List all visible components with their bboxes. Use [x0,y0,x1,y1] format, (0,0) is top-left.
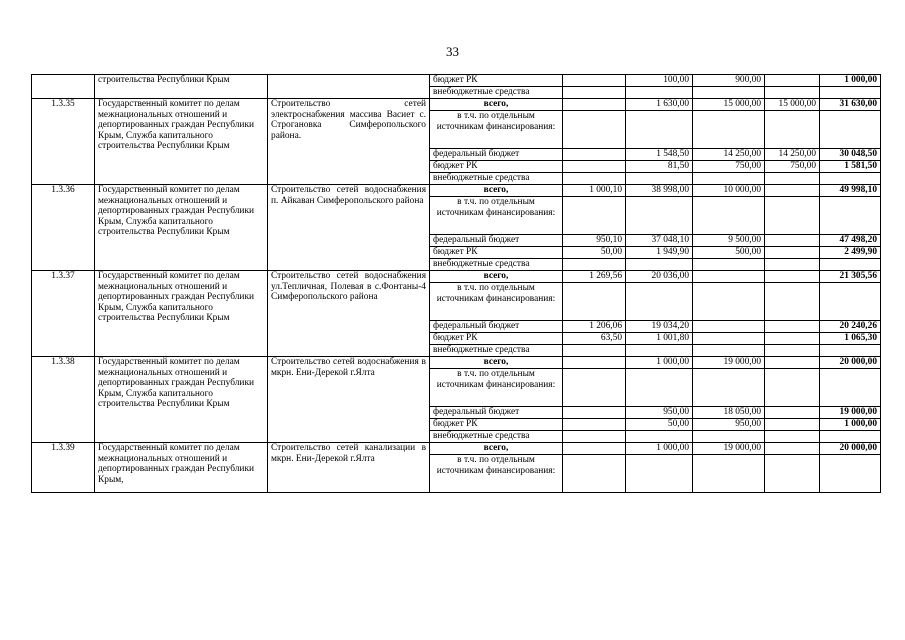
value-cell-4 [765,197,820,235]
subsource-label: в т.ч. по отдельным источникам финансирования: [430,369,563,407]
source-label: внебюджетные средства [430,173,563,185]
value-cell-3 [693,259,765,271]
value-cell-4 [765,87,820,99]
table-body [32,75,881,493]
organization-cell: Государственный комитет по делам межнациональных отношений и депортированных граждан Республики Крым, [95,443,268,493]
object-cell: Строительство сетей водоснабжения в мкрн. Ени-Дерекой г.Ялта [268,357,430,443]
subsource-label: в т.ч. по отдельным источникам финансирования: [430,111,563,149]
value-cell-2: 1 000,00 [626,443,693,455]
total-cell [820,283,881,321]
value-cell-3: 950,00 [693,419,765,431]
table-row [32,443,881,455]
total-cell [820,345,881,357]
total-label: всего, [430,185,563,197]
value-cell-1 [563,87,626,99]
number-cell [32,75,95,99]
budget-table [31,74,881,493]
value-cell-3: 19 000,00 [693,357,765,369]
total-cell [820,111,881,149]
value-cell-3 [693,283,765,321]
value-cell-1 [563,111,626,149]
value-cell-1 [563,443,626,455]
value-cell-4 [765,185,820,197]
value-cell-2: 81,50 [626,161,693,173]
table-row [32,271,881,283]
table-row [32,185,881,197]
value-cell-3: 18 050,00 [693,407,765,419]
value-cell-4 [765,259,820,271]
value-cell-2: 38 998,00 [626,185,693,197]
value-cell-1 [563,357,626,369]
total-cell: 20 000,00 [820,357,881,369]
total-cell: 1 065,30 [820,333,881,345]
object-cell: Строительство сетей водоснабжения ул.Тепличная, Полевая в с.Фонтаны-4 Симферопольского района [268,271,430,357]
value-cell-1 [563,369,626,407]
value-cell-1: 1 000,10 [563,185,626,197]
value-cell-4 [765,431,820,443]
total-label: всего, [430,357,563,369]
total-cell: 31 630,00 [820,99,881,111]
source-label: федеральный бюджет [430,149,563,161]
source-label: внебюджетные средства [430,259,563,271]
value-cell-1 [563,197,626,235]
object-cell: Строительство сетей водоснабжения п. Айкаван Симферопольского района [268,185,430,271]
total-label: всего, [430,443,563,455]
value-cell-4 [765,333,820,345]
entry-number: 1.3.37 [32,271,95,357]
value-cell-2 [626,173,693,185]
page-number: 33 [446,44,459,59]
value-cell-3 [693,173,765,185]
value-cell-2: 37 048,10 [626,235,693,247]
total-cell [820,431,881,443]
value-cell-3: 500,00 [693,247,765,259]
total-cell [820,259,881,271]
value-cell-2 [626,455,693,493]
value-cell-3 [693,431,765,443]
total-cell [820,173,881,185]
total-cell: 49 998,10 [820,185,881,197]
value-cell-1 [563,431,626,443]
value-cell-1 [563,149,626,161]
value-cell-4 [765,283,820,321]
total-cell [820,197,881,235]
value-cell-2 [626,197,693,235]
value-cell-4: 14 250,00 [765,149,820,161]
value-cell-3 [693,333,765,345]
value-cell-4 [765,407,820,419]
total-cell: 19 000,00 [820,407,881,419]
value-cell-2: 19 034,20 [626,321,693,333]
total-cell: 1 000,00 [820,419,881,431]
total-cell [820,455,881,493]
subsource-label: в т.ч. по отдельным источникам финансирования: [430,197,563,235]
value-cell-2 [626,259,693,271]
table-row [32,99,881,111]
total-cell: 2 499,90 [820,247,881,259]
organization-cell: строительства Республики Крым [95,75,268,99]
value-cell-4 [765,247,820,259]
value-cell-2: 50,00 [626,419,693,431]
value-cell-3: 750,00 [693,161,765,173]
table-row [32,75,881,87]
value-cell-2: 100,00 [626,75,693,87]
object-cell: Строительство сетей электроснабжения массива Васиет с. Строгановка Симферопольского района. [268,99,430,185]
entry-number: 1.3.38 [32,357,95,443]
value-cell-3: 9 500,00 [693,235,765,247]
value-cell-3 [693,197,765,235]
value-cell-4: 15 000,00 [765,99,820,111]
value-cell-2: 1 949,90 [626,247,693,259]
value-cell-3 [693,87,765,99]
value-cell-4 [765,369,820,407]
value-cell-3: 900,00 [693,75,765,87]
organization-cell: Государственный комитет по делам межнациональных отношений и депортированных граждан Республики Крым, Служба капитального строительства Республики Крым [95,271,268,357]
value-cell-2 [626,369,693,407]
value-cell-3 [693,271,765,283]
source-label: бюджет РК [430,75,563,87]
value-cell-4 [765,455,820,493]
source-label: внебюджетные средства [430,345,563,357]
value-cell-1 [563,75,626,87]
value-cell-1: 63,50 [563,333,626,345]
value-cell-4 [765,235,820,247]
value-cell-3 [693,369,765,407]
value-cell-1: 1 206,06 [563,321,626,333]
object-cell: Строительство сетей канализации в мкрн. Ени-Дерекой г.Ялта [268,443,430,493]
value-cell-4 [765,321,820,333]
source-label: внебюджетные средства [430,431,563,443]
total-cell: 1 000,00 [820,75,881,87]
value-cell-2: 1 548,50 [626,149,693,161]
value-cell-4 [765,173,820,185]
total-label: всего, [430,271,563,283]
value-cell-1 [563,259,626,271]
value-cell-1 [563,419,626,431]
value-cell-2: 1 630,00 [626,99,693,111]
value-cell-3: 14 250,00 [693,149,765,161]
value-cell-2: 20 036,00 [626,271,693,283]
value-cell-2 [626,111,693,149]
value-cell-1 [563,173,626,185]
value-cell-4 [765,271,820,283]
table-row [32,357,881,369]
value-cell-1 [563,345,626,357]
value-cell-1: 950,10 [563,235,626,247]
value-cell-3 [693,321,765,333]
value-cell-2: 1 001,80 [626,333,693,345]
source-label: бюджет РК [430,161,563,173]
source-label: внебюджетные средства [430,87,563,99]
total-cell: 30 048,50 [820,149,881,161]
value-cell-4 [765,111,820,149]
entry-number: 1.3.39 [32,443,95,493]
total-label: всего, [430,99,563,111]
value-cell-2 [626,283,693,321]
total-cell [820,87,881,99]
value-cell-2 [626,345,693,357]
value-cell-4 [765,443,820,455]
value-cell-1 [563,161,626,173]
total-cell: 1 581,50 [820,161,881,173]
subsource-label: в т.ч. по отдельным источникам финансирования: [430,455,563,493]
value-cell-3 [693,345,765,357]
value-cell-1: 1 269,56 [563,271,626,283]
total-cell: 20 000,00 [820,443,881,455]
source-label: федеральный бюджет [430,321,563,333]
value-cell-3: 19 000,00 [693,443,765,455]
value-cell-2 [626,87,693,99]
total-cell: 47 498,20 [820,235,881,247]
value-cell-1 [563,99,626,111]
value-cell-4: 750,00 [765,161,820,173]
value-cell-4 [765,357,820,369]
total-cell [820,369,881,407]
value-cell-1 [563,455,626,493]
value-cell-3 [693,455,765,493]
organization-cell: Государственный комитет по делам межнациональных отношений и депортированных граждан Республики Крым, Служба капитального строительства Республики Крым [95,185,268,271]
value-cell-2 [626,431,693,443]
source-label: бюджет РК [430,247,563,259]
source-label: бюджет РК [430,419,563,431]
organization-cell: Государственный комитет по делам межнациональных отношений и депортированных граждан Республики Крым, Служба капитального строительства Республики Крым [95,357,268,443]
value-cell-1: 50,00 [563,247,626,259]
value-cell-3 [693,111,765,149]
value-cell-1 [563,407,626,419]
organization-cell: Государственный комитет по делам межнациональных отношений и депортированных граждан Республики Крым, Служба капитального строительства Республики Крым [95,99,268,185]
value-cell-2: 1 000,00 [626,357,693,369]
value-cell-3: 10 000,00 [693,185,765,197]
source-label: бюджет РК [430,333,563,345]
total-cell: 21 305,56 [820,271,881,283]
entry-number: 1.3.36 [32,185,95,271]
value-cell-4 [765,75,820,87]
total-cell: 20 240,26 [820,321,881,333]
entry-number: 1.3.35 [32,99,95,185]
value-cell-4 [765,345,820,357]
source-label: федеральный бюджет [430,407,563,419]
value-cell-1 [563,283,626,321]
subsource-label: в т.ч. по отдельным источникам финансирования: [430,283,563,321]
value-cell-2: 950,00 [626,407,693,419]
source-label: федеральный бюджет [430,235,563,247]
object-cell [268,75,430,99]
value-cell-4 [765,419,820,431]
value-cell-3: 15 000,00 [693,99,765,111]
